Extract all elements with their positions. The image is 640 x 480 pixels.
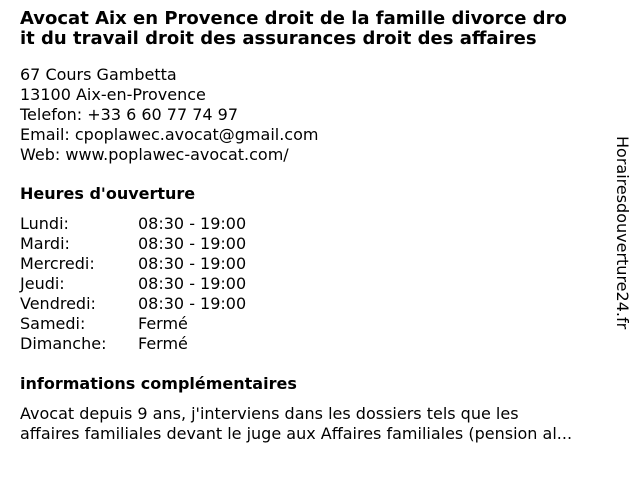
- watermark: Horairesdouverture24.fr: [613, 136, 632, 330]
- page-title: Avocat Aix en Provence droit de la famille divorce dro it du travail droit des assurances droit des affaires: [20, 8, 567, 49]
- hours-day: Mardi:: [20, 234, 70, 253]
- hours-time: 08:30 - 19:00: [138, 234, 247, 253]
- address-city: 13100 Aix-en-Provence: [20, 85, 206, 104]
- hours-heading: Heures d'ouverture: [20, 184, 196, 203]
- hours-day: Vendredi:: [20, 294, 96, 313]
- hours-day: Samedi:: [20, 314, 86, 333]
- hours-day: Mercredi:: [20, 254, 95, 273]
- address-block: [20, 65, 318, 165]
- hours-time: Fermé: [138, 314, 188, 333]
- hours-time: 08:30 - 19:00: [138, 274, 247, 293]
- address-email: Email: cpoplawec.avocat@gmail.com: [20, 125, 319, 144]
- hours-day: Lundi:: [20, 214, 69, 233]
- hours-time: Fermé: [138, 334, 188, 353]
- hours-day: Jeudi:: [20, 274, 65, 293]
- info-text: Avocat depuis 9 ans, j'interviens dans les dossiers tels que les affaires familiales devant le juge aux Affaires familiales (pension al...: [20, 404, 573, 443]
- address-street: 67 Cours Gambetta: [20, 65, 177, 84]
- hours-time: 08:30 - 19:00: [138, 214, 247, 233]
- hours-day: Dimanche:: [20, 334, 107, 353]
- address-phone: Telefon: +33 6 60 77 74 97: [20, 105, 239, 124]
- address-web: Web: www.poplawec-avocat.com/: [20, 145, 289, 164]
- hours-time: 08:30 - 19:00: [138, 294, 247, 313]
- hours-time: 08:30 - 19:00: [138, 254, 247, 273]
- info-heading: informations complémentaires: [20, 374, 297, 393]
